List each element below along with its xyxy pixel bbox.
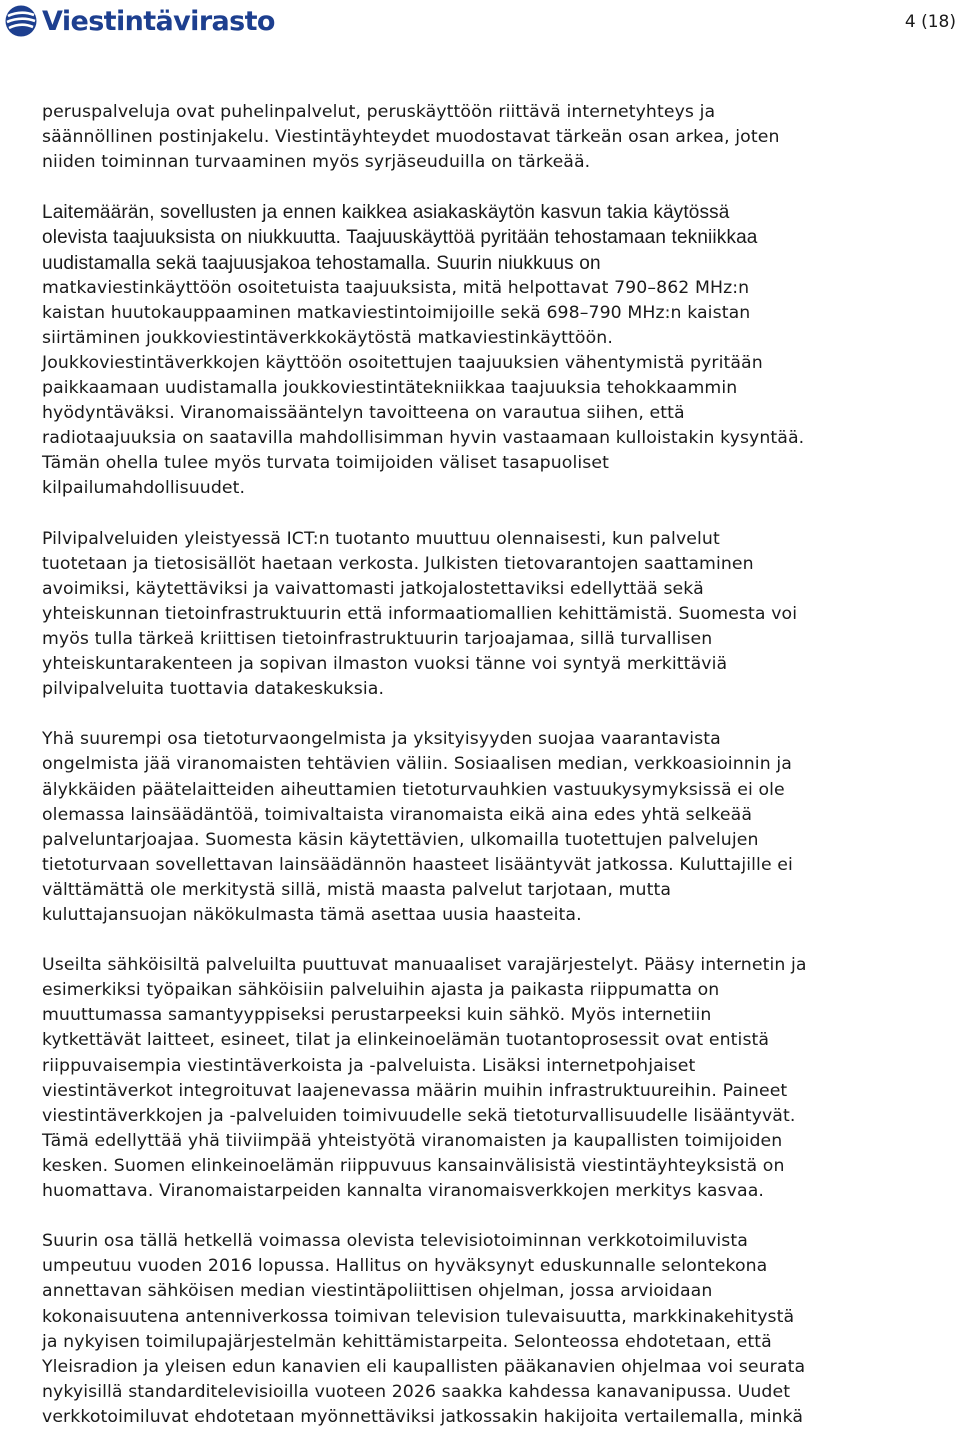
text-line: Tämän ohella tulee myös turvata toimijoiden väliset tasapuoliset xyxy=(42,453,609,474)
text-line: Pilvipalveluiden yleistyessä ICT:n tuotanto muuttuu olennaisesti, kun palvelut xyxy=(42,528,720,549)
text-line: viestintäverkkojen ja -palveluiden toimivuudelle sekä tietoturvallisuudelle lisääntyvät. xyxy=(42,1105,796,1126)
text-line: muuttumassa samantyyppiseksi perustarpeeksi kuin sähkö. Myös internetiin xyxy=(42,1005,712,1026)
text-line: Joukkoviestintäverkkojen käyttöön osoitettujen taajuuksien vähentymistä pyritään xyxy=(42,352,763,373)
text-line: kesken. Suomen elinkeinoelämän riippuvuus kansainvälisistä viestintäyhteyksistä on xyxy=(42,1155,785,1176)
paragraph-5 xyxy=(42,953,954,1204)
text-line: viestintäverkot integroituvat laajenevassa määrin muihin infrastruktuureihin. Paineet xyxy=(42,1080,788,1101)
text-line: Suurin osa tällä hetkellä voimassa olevista televisiotoiminnan verkkotoimiluvista xyxy=(42,1231,748,1252)
paragraph-3 xyxy=(42,527,954,703)
text-line: yhteiskuntarakenteen ja sopivan ilmaston vuoksi tänne voi syntyä merkittäviä xyxy=(42,654,728,675)
text-line: avoimiksi, käytettäviksi ja vaivattomasti jatkojalostettaviksi edellyttää sekä xyxy=(42,578,704,599)
text-line: Useilta sähköisiltä palveluilta puuttuvat manuaaliset varajärjestelyt. Pääsy internetin ja xyxy=(42,955,807,976)
text-line: kaistan huutokauppaaminen matkaviestintoimijoille sekä 698–790 MHz:n kaistan xyxy=(42,302,751,323)
logo-text: Viestintävirasto xyxy=(42,5,275,37)
text-line: tietoturvaan sovellettavan lainsäädännön haasteet lisääntyvät jatkossa. Kuluttajille ei xyxy=(42,854,793,875)
text-line: välttämättä ole merkitystä sillä, mistä maasta palvelut tarjotaan, mutta xyxy=(42,879,672,900)
text-line: verkkotoimiluvat ehdotetaan myönnettäviksi jatkossakin hakijoita vertailemalla, minkä xyxy=(42,1406,804,1427)
text-line: älykkäiden päätelaitteiden aiheuttamien tietoturvauhkien vastuukysymyksissä ei ole xyxy=(42,779,785,800)
text-line: myös tulla tärkeä kriittisen tietoinfrastruktuurin tarjoajamaa, sillä turvallisen xyxy=(42,628,713,649)
text-line: matkaviestinkäyttöön osoitetuista taajuuksista, mitä helpottavat 790–862 MHz:n xyxy=(42,277,750,298)
text-line: siirtäminen joukkoviestintäverkkokäytöstä matkaviestinkäyttöön. xyxy=(42,327,613,348)
text-line: ongelmista jää viranomaisten tehtävien väliin. Sosiaalisen median, verkkoasioinnin ja xyxy=(42,754,792,775)
text-line: Tämä edellyttää yhä tiiviimpää yhteistyötä viranomaisten ja kaupallisten toimijoiden xyxy=(42,1130,783,1151)
text-line: radiotaajuuksia on saatavilla mahdollisimman hyvin vastaamaan kulloistakin kysyntää. xyxy=(42,428,805,449)
text-line: palveluntarjoajaa. Suomesta käsin käytettävien, ulkomailla tuotettujen palvelujen xyxy=(42,829,759,850)
text-line: kokonaisuutena antenniverkossa toimivan television tulevaisuutta, markkinakehitystä xyxy=(42,1306,795,1327)
text-line: Laitemäärän, sovellusten ja ennen kaikkea asiakaskäytön kasvun takia käytössä xyxy=(42,202,730,224)
paragraph-6 xyxy=(42,1229,954,1430)
text-line: ja nykyisen toimilupajärjestelmän kehittämistarpeita. Selonteossa ehdotetaan, että xyxy=(42,1331,772,1352)
text-line: huomattava. Viranomaistarpeiden kannalta viranomaisverkkojen merkitys kasvaa. xyxy=(42,1181,764,1202)
text-line: tuotetaan ja tietosisällöt haetaan verkosta. Julkisten tietovarantojen saattaminen xyxy=(42,553,754,574)
text-line: niiden toiminnan turvaaminen myös syrjäseuduilla on tärkeää. xyxy=(42,152,591,173)
text-line: esimerkiksi työpaikan sähköisiin palveluihin ajasta ja paikasta riippumatta on xyxy=(42,980,720,1001)
text-line: umpeutuu vuoden 2016 lopussa. Hallitus on hyväksynyt eduskunnalle selontekona xyxy=(42,1256,768,1277)
page-number: 4 (18) xyxy=(904,12,956,32)
page-header xyxy=(0,0,960,50)
agency-logo xyxy=(4,2,275,40)
text-line: Yhä suurempi osa tietoturvaongelmista ja yksityisyyden suojaa vaarantavista xyxy=(42,729,721,750)
paragraph-2 xyxy=(42,200,954,501)
text-line: säännöllinen postinjakelu. Viestintäyhteydet muodostavat tärkeän osan arkea, joten xyxy=(42,127,780,148)
document-body xyxy=(42,100,954,1455)
text-line: pilvipalveluita tuottavia datakeskuksia. xyxy=(42,679,385,700)
text-line: yhteiskunnan tietoinfrastruktuurin että informaatiomallien kehittämistä. Suomesta voi xyxy=(42,603,798,624)
text-line: peruspalveluja ovat puhelinpalvelut, peruskäyttöön riittävä internetyhteys ja xyxy=(42,102,716,122)
text-line: kytkettävät laitteet, esineet, tilat ja elinkeinoelämän tuotantoprosessit ovat entistä xyxy=(42,1030,770,1051)
text-line: olemassa lainsäädäntöä, toimivaltaista viranomaista eikä aina edes yhtä selkeää xyxy=(42,804,753,825)
text-line: nykyisillä standarditelevisioilla vuoteen 2026 saakka kahdessa kanavanipussa. Uudet xyxy=(42,1381,791,1402)
text-line: uudistamalla sekä taajuusjakoa tehostamalla. Suurin niukkuus on xyxy=(42,252,601,274)
text-line: kuluttajansuojan näkökulmasta tämä asettaa uusia haasteita. xyxy=(42,905,582,925)
text-line: olevista taajuuksista on niukkuutta. Taajuuskäyttöä pyritään tehostamaan tekniikkaa xyxy=(42,227,758,249)
text-line: hyödyntäväksi. Viranomaissääntelyn tavoitteena on varautua siihen, että xyxy=(42,403,685,424)
text-line: Yleisradion ja yleisen edun kanavien eli kaupallisten pääkanavien ohjelmaa voi seurata xyxy=(42,1356,806,1377)
text-line: kilpailumahdollisuudet. xyxy=(42,478,246,499)
paragraph-1 xyxy=(42,100,954,175)
paragraph-4 xyxy=(42,727,954,928)
text-line: annettavan sähköisen median viestintäpoliittisen ohjelman, jossa arvioidaan xyxy=(42,1281,713,1302)
text-line: riippuvaisempia viestintäverkoista ja -palveluista. Lisäksi internetpohjaiset xyxy=(42,1055,696,1076)
globe-logo-icon xyxy=(4,4,38,38)
text-line: paikkaamaan uudistamalla joukkoviestintätekniikkaa taajuuksia tehokkaammin xyxy=(42,378,738,399)
